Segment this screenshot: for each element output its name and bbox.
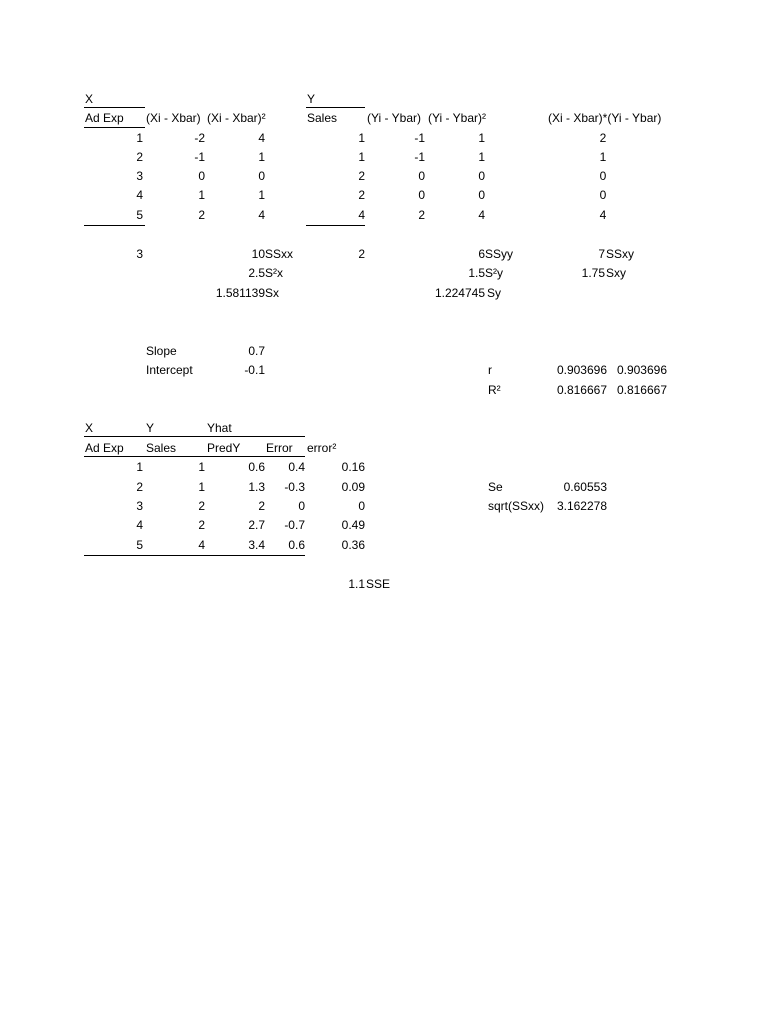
r-value-2: 0.903696 (616, 363, 667, 377)
bottom-x-value: 4 (136, 518, 143, 532)
dy2-value: 0 (478, 169, 485, 183)
y-value: 4 (358, 208, 365, 222)
s2x-value: 2.5 (248, 266, 265, 280)
y-value: 1 (358, 150, 365, 164)
sxy-value: 1.75 (581, 266, 605, 280)
header-xi-xbar: (Xi - Xbar) (146, 111, 201, 125)
bottom-y-value: 2 (198, 499, 205, 513)
bottom-header-error: Error (266, 441, 293, 455)
dx-value: 0 (198, 169, 205, 183)
error-value: 0.6 (288, 538, 305, 552)
dy2-value: 4 (478, 208, 485, 222)
dx-value: 1 (198, 188, 205, 202)
intercept-label: Intercept (146, 363, 193, 377)
s2x-label: S²x (265, 266, 283, 280)
cross-value: 1 (599, 150, 607, 164)
intercept-value: -0.1 (244, 363, 265, 377)
r-squared-value-2: 0.816667 (616, 383, 667, 397)
x-value: 3 (136, 169, 143, 183)
bottom-header-line (84, 436, 305, 437)
sy-label: Sy (487, 286, 502, 300)
bottom-y-label: Y (146, 421, 155, 435)
dy2-value: 1 (478, 150, 485, 164)
sse-value: 1.1 (348, 577, 365, 591)
header-sales: Sales (307, 111, 338, 125)
header-yi-ybar-sq: (Yi - Ybar)² (428, 111, 487, 125)
pred-value: 2.7 (248, 518, 265, 532)
y-value: 2 (358, 169, 365, 183)
cross-value: 2 (599, 131, 607, 145)
error-sq-value: 0.16 (341, 460, 365, 474)
bottom-header-error-sq: error² (307, 441, 337, 455)
dx-value: 2 (198, 208, 205, 222)
r-squared-label: R² (488, 383, 501, 397)
slope-label: Slope (146, 344, 177, 358)
cross-value: 0 (599, 188, 607, 202)
sx-label: Sx (265, 286, 280, 300)
bottom-y-value: 1 (198, 460, 205, 474)
dy2-value: 1 (478, 131, 485, 145)
pred-value: 3.4 (248, 538, 265, 552)
x-value: 1 (136, 131, 143, 145)
dx2-value: 0 (258, 169, 265, 183)
header-cross-product: (Xi - Xbar)*(Yi - Ybar) (548, 111, 662, 125)
dy-value: -1 (414, 131, 425, 145)
ssxx-label: SSxx (265, 247, 294, 261)
bottom-y-value: 2 (198, 518, 205, 532)
r-squared-value-1: 0.816667 (556, 383, 607, 397)
ssxy-value: 7 (598, 247, 605, 261)
pred-value: 1.3 (248, 480, 265, 494)
dy-value: 0 (418, 188, 425, 202)
top-x-total-line (84, 225, 145, 226)
error-value: 0.4 (288, 460, 305, 474)
bottom-x-value: 5 (136, 538, 143, 552)
ssxy-label: SSxy (606, 247, 635, 261)
pred-value: 0.6 (248, 460, 265, 474)
x-value: 4 (136, 188, 143, 202)
header-ad-exp: Ad Exp (85, 111, 124, 125)
s2y-label: S²y (485, 266, 503, 280)
y-value: 2 (358, 188, 365, 202)
x-value: 2 (136, 150, 143, 164)
header-yi-ybar: (Yi - Ybar) (367, 111, 422, 125)
sqrt-ssxx-label: sqrt(SSxx) (488, 499, 545, 513)
ssyy-value: 6 (478, 247, 485, 261)
header-xi-xbar-sq: (Xi - Xbar)² (207, 111, 266, 125)
s2y-value: 1.5 (468, 266, 485, 280)
se-value: 0.60553 (563, 480, 607, 494)
error-sq-value: 0 (358, 499, 365, 513)
dx2-value: 4 (258, 131, 265, 145)
sxy-label: Sxy (606, 266, 627, 280)
error-value: -0.3 (284, 480, 305, 494)
bottom-header-sales: Sales (146, 441, 177, 455)
dx2-value: 4 (258, 208, 265, 222)
bottom-total-line (84, 555, 305, 556)
error-sq-value: 0.36 (341, 538, 365, 552)
error-value: 0 (298, 499, 305, 513)
x-value: 5 (136, 208, 143, 222)
dx-value: -1 (194, 150, 205, 164)
dx2-value: 1 (258, 188, 265, 202)
dx2-value: 1 (258, 150, 265, 164)
top-y-label: Y (307, 92, 316, 106)
error-sq-value: 0.09 (341, 480, 365, 494)
r-value-1: 0.903696 (556, 363, 607, 377)
bottom-subheader-line (84, 456, 305, 457)
bottom-x-value: 3 (136, 499, 143, 513)
slope-value: 0.7 (248, 344, 265, 358)
bottom-x-value: 2 (136, 480, 143, 494)
dx-value: -2 (194, 131, 205, 145)
top-y-header-line (306, 107, 365, 108)
dy2-value: 0 (478, 188, 485, 202)
error-sq-value: 0.49 (341, 518, 365, 532)
bottom-x-label: X (85, 421, 94, 435)
bottom-header-ad-exp: Ad Exp (85, 441, 124, 455)
bottom-yhat-label: Yhat (207, 421, 232, 435)
bottom-y-value: 4 (198, 538, 205, 552)
bottom-x-value: 1 (136, 460, 143, 474)
se-label: Se (488, 480, 503, 494)
error-value: -0.7 (284, 518, 305, 532)
dy-value: 2 (418, 208, 425, 222)
ssxx-value: 10 (251, 247, 265, 261)
top-x-subheader-line (84, 127, 145, 128)
pred-value: 2 (258, 499, 265, 513)
top-x-label: X (85, 92, 94, 106)
ssyy-label: SSyy (485, 247, 514, 261)
bottom-header-predy: PredY (207, 441, 241, 455)
top-x-header-line (84, 107, 145, 108)
cross-value: 0 (599, 169, 607, 183)
sx-value: 1.581139 (215, 286, 265, 300)
dy-value: -1 (414, 150, 425, 164)
xbar-value: 3 (136, 247, 143, 261)
bottom-y-value: 1 (198, 480, 205, 494)
sy-value: 1.224745 (434, 286, 485, 300)
sse-label: SSE (366, 577, 391, 591)
top-y-total-line (306, 225, 365, 226)
y-value: 1 (358, 131, 365, 145)
cross-value: 4 (599, 208, 607, 222)
sqrt-ssxx-value: 3.162278 (556, 499, 607, 513)
ybar-value: 2 (358, 247, 365, 261)
dy-value: 0 (418, 169, 425, 183)
r-label: r (488, 363, 492, 377)
